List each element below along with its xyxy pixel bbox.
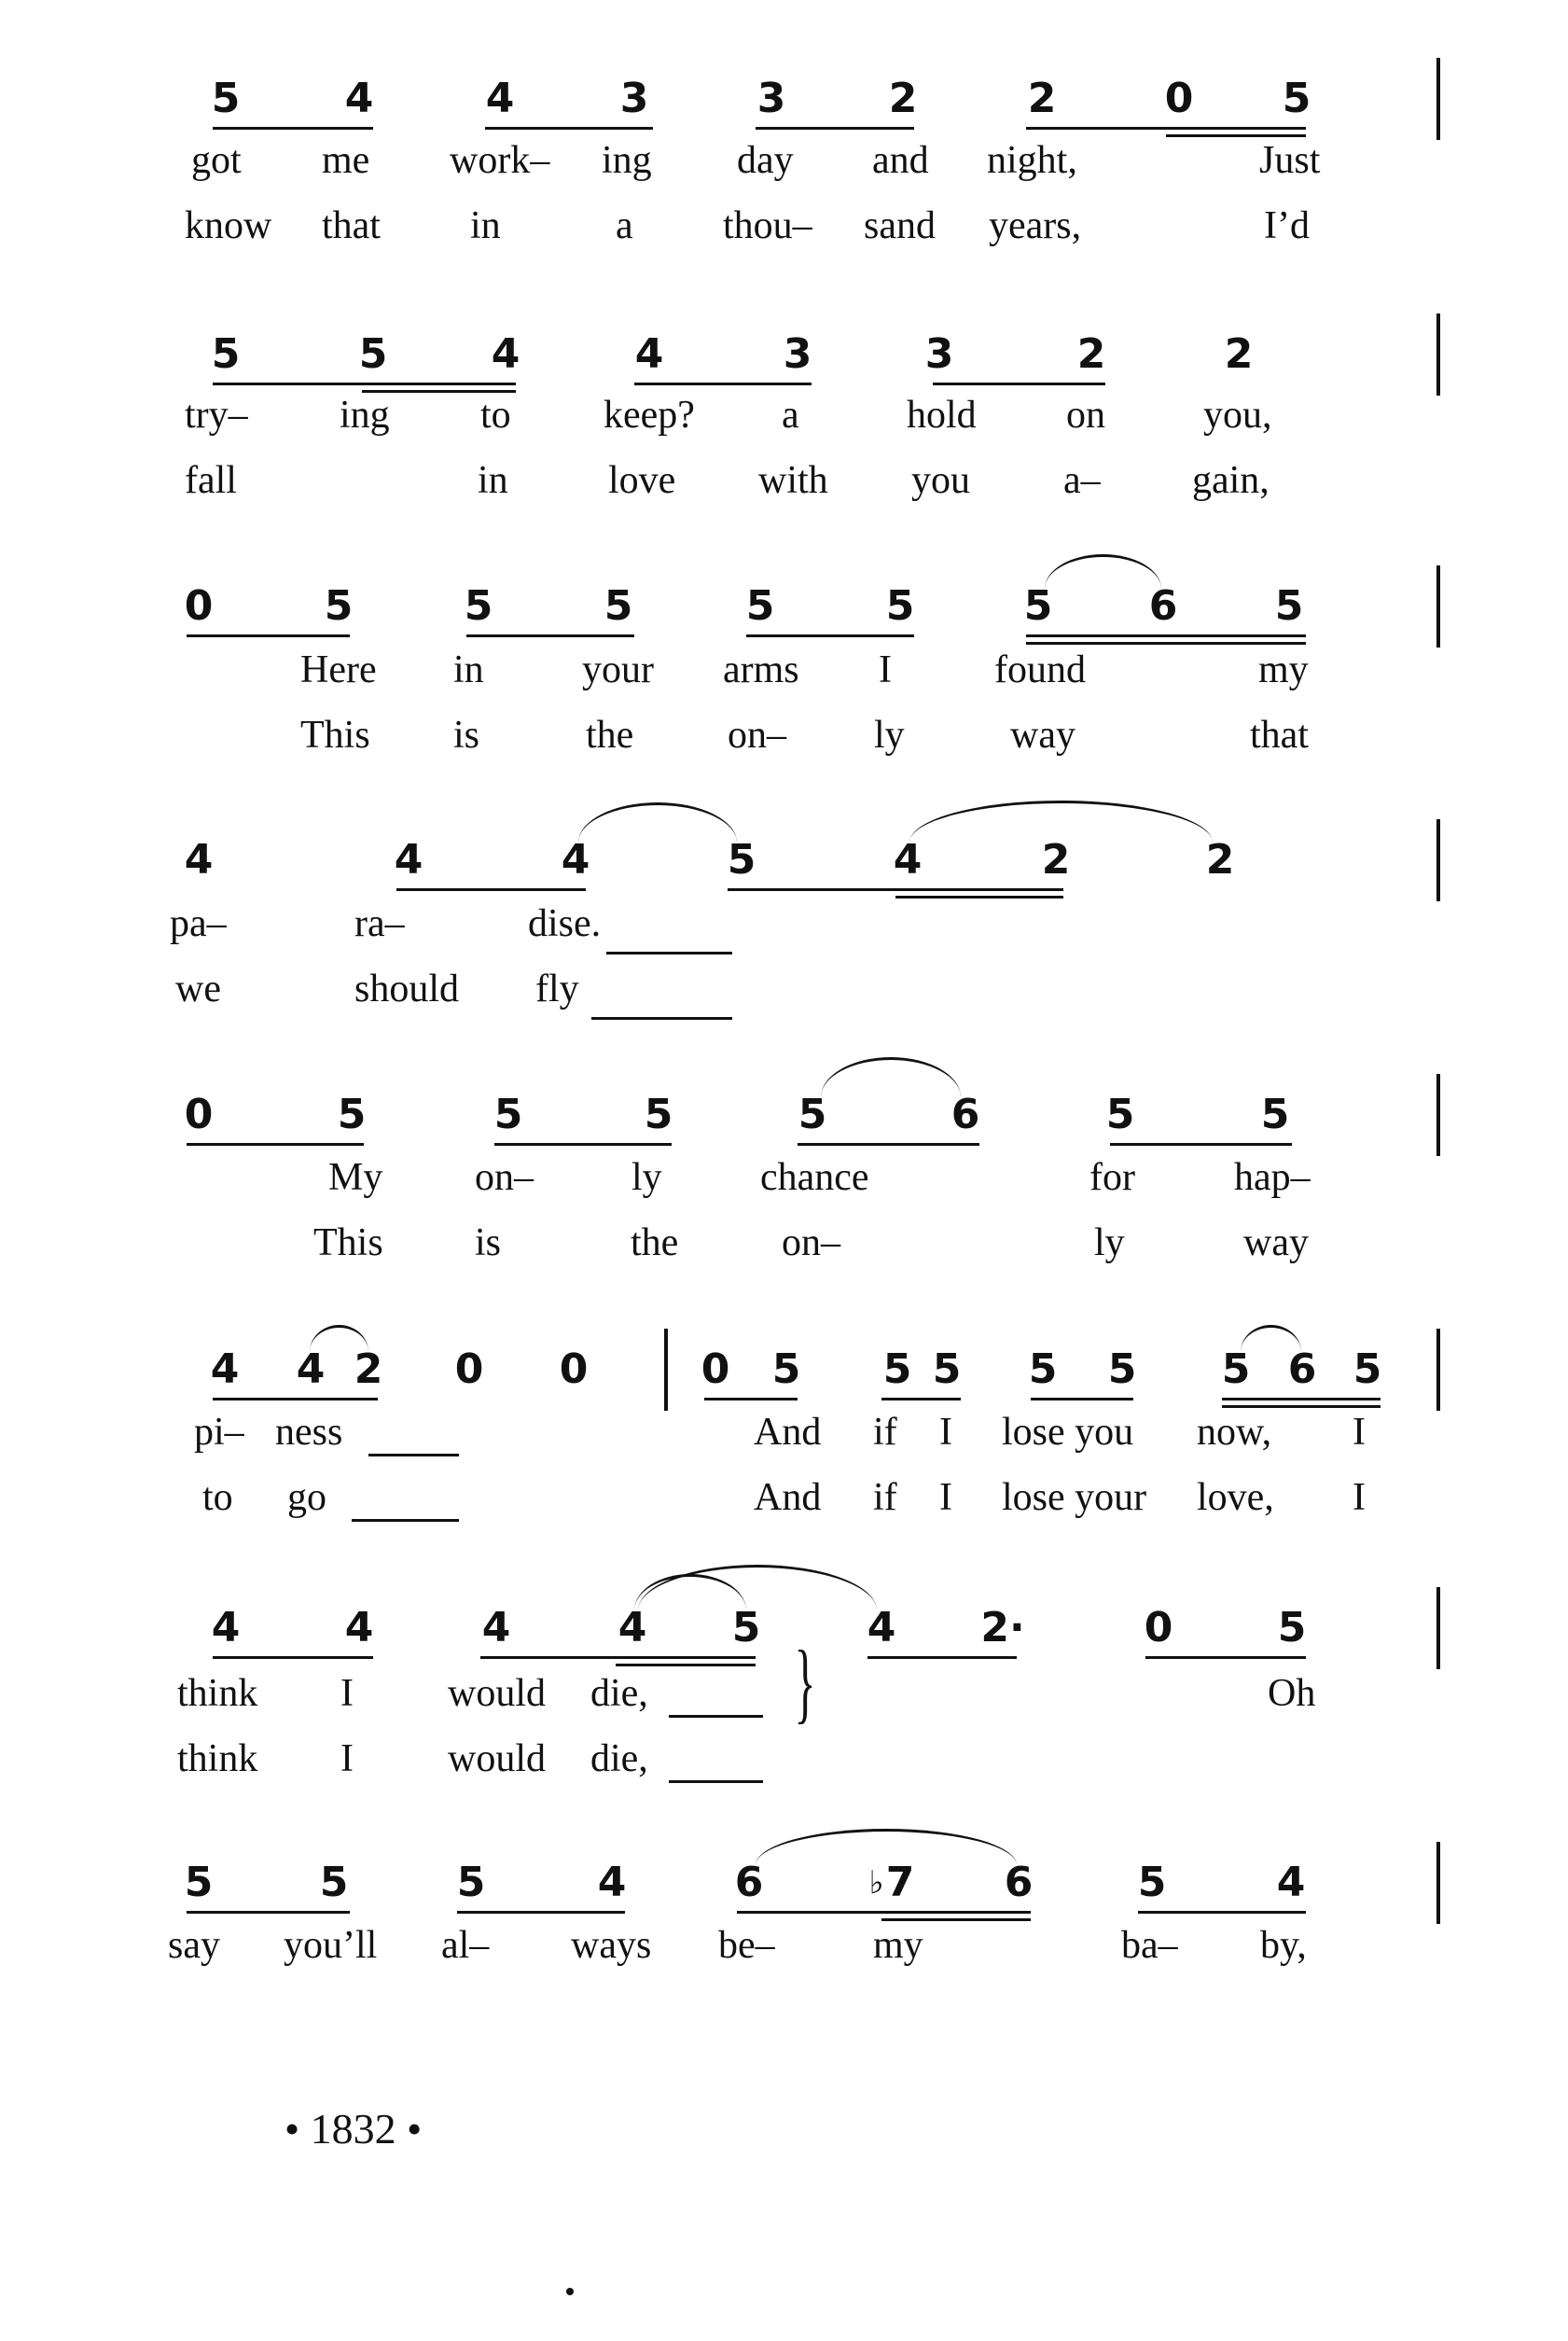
lyric-syllable: be– — [718, 1924, 775, 1967]
lyric-syllable: And — [754, 1411, 822, 1454]
lyric-syllable: pa– — [170, 902, 227, 945]
lyric-syllable: try– — [185, 394, 248, 437]
note: 5 — [731, 1604, 761, 1651]
lyric-syllable: if — [873, 1476, 897, 1519]
slur-arc — [909, 801, 1213, 843]
note: 5 — [1274, 582, 1304, 630]
lyric-syllable: would — [448, 1737, 546, 1780]
note — [868, 1859, 915, 1906]
note: 5 — [644, 1091, 673, 1138]
note: 6 — [1148, 582, 1178, 630]
beam-underline — [746, 634, 914, 637]
lyric-syllable: I — [939, 1476, 952, 1519]
lyric-syllable: to — [202, 1476, 233, 1519]
lyric-syllable: is — [475, 1221, 502, 1264]
note: 4 — [561, 836, 590, 884]
beam-underline — [704, 1398, 798, 1400]
lyric-syllable: My — [328, 1156, 383, 1199]
lyric-syllable: on– — [782, 1221, 840, 1264]
lyric-syllable: I — [1353, 1476, 1366, 1519]
lyric-syllable: and — [872, 139, 929, 182]
note: 0 — [1164, 75, 1194, 122]
note: 4 — [394, 836, 423, 884]
note: 5 — [337, 1091, 367, 1138]
note: 5 — [464, 582, 493, 630]
note: 4 — [210, 1345, 240, 1393]
lyric-syllable: al– — [441, 1924, 490, 1967]
lyric-syllable: would — [448, 1672, 546, 1715]
lyric-syllable: keep? — [604, 394, 695, 437]
lyric-syllable: I — [340, 1672, 354, 1715]
note: 3 — [783, 330, 812, 378]
slur-arc — [578, 802, 737, 843]
note: 2 — [1205, 836, 1235, 884]
beam-underline — [457, 1911, 625, 1914]
note: 5 — [184, 1859, 214, 1906]
beam-underline — [213, 1398, 378, 1400]
note: 5 — [885, 582, 915, 630]
beam-underline-double — [1222, 1405, 1381, 1408]
note: 3 — [619, 75, 649, 122]
beam-underline — [187, 1911, 350, 1914]
note: 4 — [893, 836, 923, 884]
note: 4 — [211, 1604, 241, 1651]
beam-underline — [187, 634, 350, 637]
lyric-syllable: on — [1066, 394, 1105, 437]
lyric-syllable: die, — [590, 1672, 648, 1715]
lyric-syllable: Just — [1259, 139, 1321, 182]
beam-underline — [1138, 1911, 1306, 1914]
lyric-syllable: way — [1010, 714, 1075, 757]
beam-underline — [798, 1143, 979, 1146]
lyric-syllable: chance — [760, 1156, 869, 1199]
lyric-syllable: This — [300, 714, 370, 757]
note: 2 — [1224, 330, 1254, 378]
lyric-syllable: hap– — [1234, 1156, 1311, 1199]
note: 4 — [867, 1604, 896, 1651]
beam-underline — [881, 1398, 961, 1400]
lyric-syllable: a– — [1063, 459, 1101, 502]
lyric-syllable: got — [191, 139, 242, 182]
note: 2· — [980, 1604, 1025, 1651]
lyric-syllable: is — [453, 714, 480, 757]
note: 5 — [932, 1345, 962, 1393]
beam-underline — [1145, 1656, 1306, 1659]
lyric-syllable: think — [177, 1737, 258, 1780]
barline — [1436, 58, 1440, 140]
flat-accidental: ♭ — [868, 1864, 884, 1902]
barline — [1436, 1842, 1440, 1924]
lyric-syllable: I — [340, 1737, 354, 1780]
lyric-syllable: my — [1258, 648, 1309, 691]
lyric-syllable: thou– — [723, 204, 812, 247]
beam-underline-double — [1166, 134, 1306, 137]
lyric-syllable: gain, — [1192, 459, 1270, 502]
beam-underline — [933, 383, 1105, 385]
beam-underline — [213, 127, 373, 130]
melisma-line — [606, 952, 732, 955]
note: 4 — [597, 1859, 627, 1906]
melisma-line — [669, 1780, 763, 1783]
beam-underline — [867, 1656, 1017, 1659]
lyric-syllable: we — [175, 968, 221, 1010]
note: 2 — [1027, 75, 1057, 122]
note: 5 — [319, 1859, 349, 1906]
lyric-syllable: ing — [602, 139, 652, 182]
lyric-syllable: ness — [275, 1411, 343, 1454]
lyric-syllable: Oh — [1268, 1672, 1316, 1715]
note: 2 — [1076, 330, 1106, 378]
stray-dot — [566, 2288, 574, 2295]
slur-arc — [821, 1057, 961, 1097]
lyric-syllable: on– — [728, 714, 786, 757]
lyric-syllable: day — [737, 139, 794, 182]
lyric-syllable: die, — [590, 1737, 648, 1780]
note: 2 — [888, 75, 918, 122]
barline — [1436, 819, 1440, 901]
lyric-syllable: years, — [989, 204, 1082, 247]
note: 5 — [358, 330, 388, 378]
lyric-syllable: night, — [987, 139, 1077, 182]
slur-arc — [756, 1829, 1017, 1865]
note: 0 — [1144, 1604, 1173, 1651]
note: 4 — [481, 1604, 511, 1651]
lyric-syllable: to — [480, 394, 511, 437]
note: 3 — [924, 330, 954, 378]
lyric-syllable: you’ll — [284, 1924, 378, 1967]
lyric-syllable: for — [1089, 1156, 1135, 1199]
beam-underline — [634, 383, 812, 385]
lyric-syllable: lose you — [1002, 1411, 1134, 1454]
lyric-syllable: me — [322, 139, 370, 182]
lyric-syllable: ways — [571, 1924, 652, 1967]
note: 4 — [485, 75, 515, 122]
lyric-syllable: I — [939, 1411, 952, 1454]
lyric-syllable: know — [185, 204, 272, 247]
note: 4 — [344, 1604, 374, 1651]
note: 6 — [1004, 1859, 1034, 1906]
note: 6 — [951, 1091, 980, 1138]
note: 2 — [354, 1345, 383, 1393]
lyric-syllable: in — [470, 204, 501, 247]
lyric-syllable: your — [582, 648, 654, 691]
lyric-syllable: I’d — [1264, 204, 1310, 247]
note: 5 — [745, 582, 775, 630]
beam-underline — [213, 383, 516, 385]
note: 5 — [882, 1345, 912, 1393]
note: 5 — [456, 1859, 486, 1906]
note: 3 — [756, 75, 786, 122]
page-number: • 1832 • — [284, 2105, 423, 2153]
lyric-syllable: dise. — [528, 902, 602, 945]
lyric-syllable: arms — [723, 648, 799, 691]
note: 5 — [771, 1345, 801, 1393]
note: 4 — [184, 836, 214, 884]
note: 4 — [296, 1345, 326, 1393]
lyric-syllable: lose your — [1002, 1476, 1147, 1519]
barline — [1436, 565, 1440, 648]
note: 4 — [344, 75, 374, 122]
beam-underline — [396, 888, 586, 891]
note: 0 — [559, 1345, 589, 1393]
note: 4 — [617, 1604, 647, 1651]
note: 5 — [1277, 1604, 1307, 1651]
melisma-line — [352, 1519, 459, 1522]
lyric-syllable: the — [586, 714, 634, 757]
note: 5 — [1221, 1345, 1251, 1393]
verse-brace: } — [794, 1632, 816, 1732]
beam-underline-double — [1026, 642, 1306, 645]
barline — [1436, 1587, 1440, 1669]
lyric-syllable: in — [453, 648, 484, 691]
note: 5 — [493, 1091, 523, 1138]
slur-arc — [638, 1565, 877, 1610]
beam-underline — [1026, 634, 1306, 637]
lyric-syllable: love — [608, 459, 676, 502]
beam-underline — [1026, 127, 1306, 130]
barline — [664, 1329, 668, 1411]
barline — [1436, 1074, 1440, 1156]
lyric-syllable: you — [911, 459, 970, 502]
lyric-syllable: on– — [475, 1156, 534, 1199]
note: 4 — [1276, 1859, 1306, 1906]
note: 5 — [1282, 75, 1311, 122]
beam-underline — [485, 127, 653, 130]
lyric-syllable: hold — [907, 394, 977, 437]
lyric-syllable: now, — [1197, 1411, 1272, 1454]
lyric-syllable: should — [354, 968, 460, 1010]
lyric-syllable: fly — [535, 968, 579, 1010]
note: 5 — [727, 836, 756, 884]
lyric-syllable: Here — [300, 648, 377, 691]
note: 5 — [211, 330, 241, 378]
lyric-syllable: think — [177, 1672, 258, 1715]
lyric-syllable: fall — [185, 459, 237, 502]
lyric-syllable: way — [1243, 1221, 1309, 1264]
note: 5 — [1107, 1345, 1137, 1393]
lyric-syllable: sand — [864, 204, 936, 247]
lyric-syllable: ba– — [1121, 1924, 1178, 1967]
beam-underline — [728, 888, 1063, 891]
lyric-syllable: the — [631, 1221, 679, 1264]
note: 0 — [454, 1345, 484, 1393]
lyric-syllable: if — [873, 1411, 897, 1454]
note: 2 — [1041, 836, 1071, 884]
note: 5 — [1353, 1345, 1382, 1393]
note: 5 — [798, 1091, 827, 1138]
lyric-syllable: that — [322, 204, 381, 247]
barline — [1436, 1329, 1440, 1411]
slur-arc — [1241, 1325, 1301, 1352]
lyric-syllable: say — [168, 1924, 220, 1967]
note: 5 — [1105, 1091, 1135, 1138]
beam-underline-double — [895, 896, 1063, 899]
beam-underline-double — [362, 390, 516, 393]
lyric-syllable: I — [1353, 1411, 1366, 1454]
beam-underline — [1110, 1143, 1292, 1146]
beam-underline — [213, 1656, 373, 1659]
lyric-syllable: in — [478, 459, 508, 502]
lyric-syllable: a — [616, 204, 633, 247]
lyric-syllable: that — [1250, 714, 1309, 757]
slur-arc — [310, 1325, 368, 1352]
melisma-line — [669, 1715, 763, 1718]
lyric-syllable: ing — [340, 394, 390, 437]
lyric-syllable: work– — [450, 139, 550, 182]
note: 0 — [184, 582, 214, 630]
lyric-syllable: a — [782, 394, 799, 437]
lyric-syllable: ly — [631, 1156, 662, 1199]
lyric-syllable: my — [873, 1924, 923, 1967]
note: 5 — [211, 75, 241, 122]
lyric-syllable: And — [754, 1476, 822, 1519]
lyric-syllable: go — [287, 1476, 326, 1519]
barline — [1436, 314, 1440, 396]
lyric-syllable: by, — [1260, 1924, 1307, 1967]
beam-underline — [737, 1911, 1031, 1914]
lyric-syllable: ra– — [354, 902, 405, 945]
lyric-syllable: with — [758, 459, 828, 502]
slur-arc — [1045, 554, 1161, 589]
beam-underline — [756, 127, 914, 130]
melisma-line — [591, 1017, 732, 1020]
beam-underline — [1031, 1398, 1133, 1400]
beam-underline — [1222, 1398, 1381, 1400]
beam-underline-double — [616, 1664, 756, 1666]
lyric-syllable: ly — [1094, 1221, 1125, 1264]
beam-underline — [187, 1143, 364, 1146]
note: 4 — [634, 330, 664, 378]
note-digit: 7 — [885, 1859, 915, 1906]
note: 6 — [734, 1859, 764, 1906]
beam-underline — [480, 1656, 756, 1659]
note: 5 — [1137, 1859, 1167, 1906]
beam-underline — [466, 634, 634, 637]
note: 5 — [604, 582, 633, 630]
note: 5 — [1260, 1091, 1290, 1138]
lyric-syllable: pi– — [194, 1411, 244, 1454]
beam-underline-double — [881, 1918, 1031, 1921]
beam-underline — [494, 1143, 672, 1146]
lyric-syllable: found — [994, 648, 1086, 691]
note: 5 — [1023, 582, 1053, 630]
note: 0 — [184, 1091, 214, 1138]
note: 6 — [1287, 1345, 1317, 1393]
lyric-syllable: This — [313, 1221, 383, 1264]
lyric-syllable: love, — [1197, 1476, 1274, 1519]
note: 0 — [701, 1345, 730, 1393]
lyric-syllable: you, — [1203, 394, 1272, 437]
note: 5 — [324, 582, 354, 630]
lyric-syllable: ly — [874, 714, 905, 757]
lyric-syllable: I — [879, 648, 892, 691]
note: 5 — [1028, 1345, 1058, 1393]
note: 4 — [491, 330, 520, 378]
melisma-line — [368, 1454, 459, 1456]
